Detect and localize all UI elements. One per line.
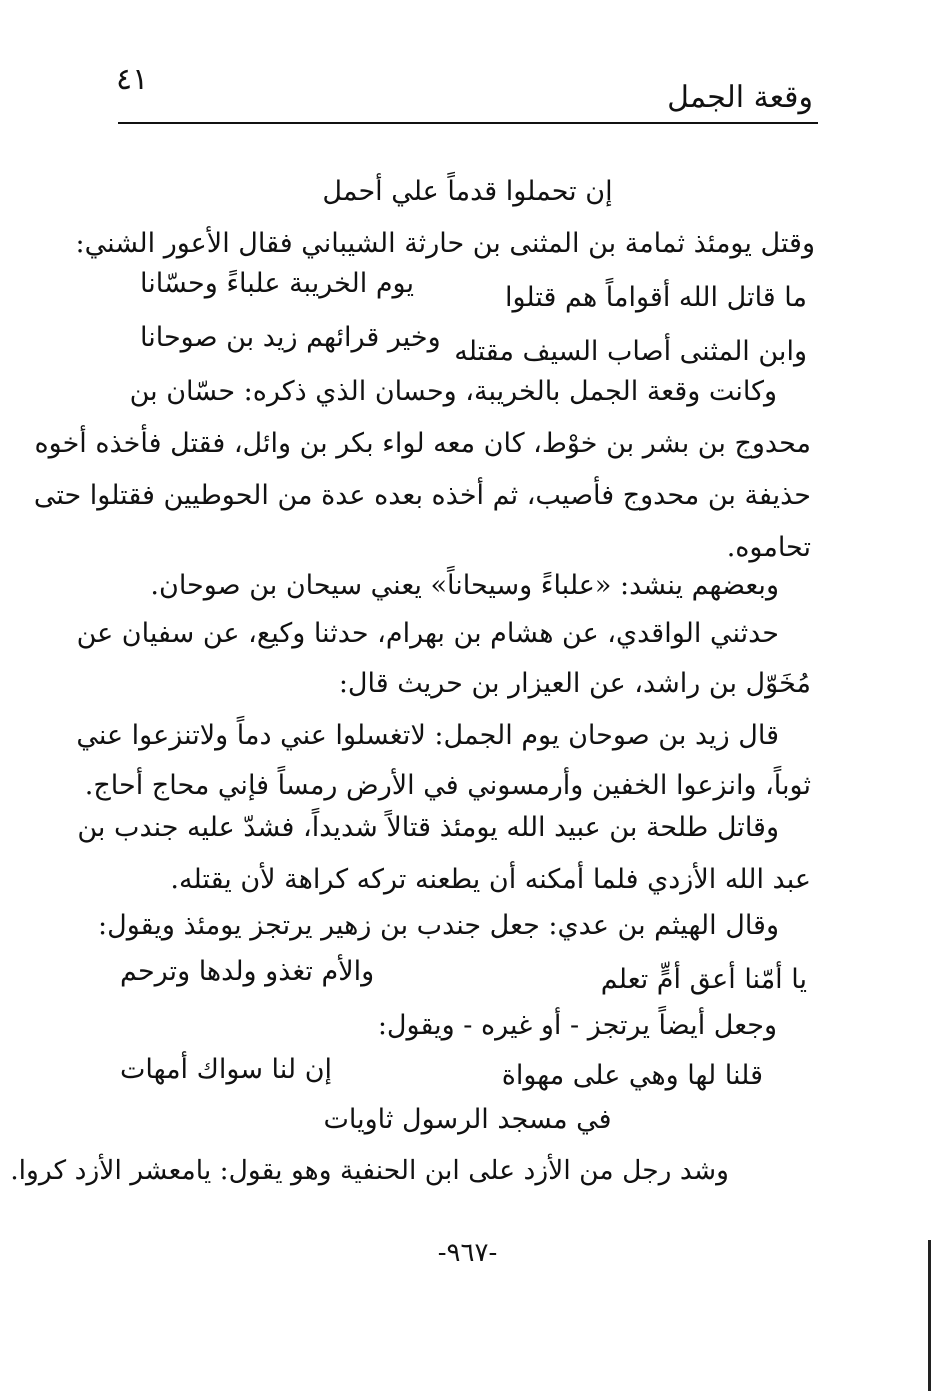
text-line: وشد رجل من الأزد على ابن الحنفية وهو يقول: يامعشر الأزد كروا. xyxy=(10,1155,729,1186)
poem-hemistich: يوم الخريبة علباءً وحسّانا xyxy=(140,268,415,299)
text-line: مُخَوّل بن راشد، عن العيزار بن حريث قال: xyxy=(338,668,811,699)
text-line: وبعضهم ينشد: «علباءً وسيحاناً» يعني سيحان بن صوحان. xyxy=(150,570,779,601)
text-line: وقتل يومئذ ثمامة بن المثنى بن حارثة الشيباني فقال الأعور الشني: xyxy=(75,228,815,259)
running-header-title: وقعة الجمل xyxy=(667,80,813,115)
text-line: وكانت وقعة الجمل بالخريبة، وحسان الذي ذكره: حسّان بن xyxy=(129,376,777,407)
text-line: محدوج بن بشر بن خوْط، كان معه لواء بكر بن وائل، فقتل فأخذه أخوه xyxy=(34,428,811,459)
poem-hemistich: وابن المثنى أصاب السيف مقتله xyxy=(454,336,807,367)
poem-hemistich: قلنا لها وهي على مهواة xyxy=(501,1060,763,1091)
footer-page-number: -٩٦٧- xyxy=(437,1238,498,1268)
poem-hemistich: وخير قرائهم زيد بن صوحانا xyxy=(140,322,441,353)
header-page-number: ٤١ xyxy=(116,62,149,97)
poem-line: في مسجد الرسول ثاويات xyxy=(323,1104,612,1135)
text-line: وجعل أيضاً يرتجز - أو غيره - ويقول: xyxy=(377,1010,777,1041)
text-line: تحاموه. xyxy=(726,532,811,563)
verse-line: إن تحملوا قدماً علي أحمل xyxy=(322,176,613,207)
scan-edge-mark xyxy=(928,1240,931,1391)
text-line: حذيفة بن محدوج فأصيب، ثم أخذه بعده عدة من الحوطيين فقتلوا حتى xyxy=(33,480,811,511)
text-line: عبد الله الأزدي فلما أمكنه أن يطعنه تركه كراهة لأن يقتله. xyxy=(170,864,811,895)
header-divider xyxy=(118,122,818,124)
poem-hemistich: والأم تغذو ولدها وترحم xyxy=(120,956,375,987)
text-line: وقال الهيثم بن عدي: جعل جندب بن زهير يرتجز يومئذ ويقول: xyxy=(98,910,779,941)
poem-hemistich: ما قاتل الله أقواماً هم قتلوا xyxy=(504,282,807,313)
text-line: قال زيد بن صوحان يوم الجمل: لاتغسلوا عني دماً ولاتنزعوا عني xyxy=(76,720,779,751)
text-line: وقاتل طلحة بن عبيد الله يومئذ قتالاً شديداً، فشدّ عليه جندب بن xyxy=(77,812,779,843)
text-line: حدثني الواقدي، عن هشام بن بهرام، حدثنا وكيع، عن سفيان عن xyxy=(76,618,779,649)
text-line: ثوباً، وانزعوا الخفين وأرمسوني في الأرض رمساً فإني محاج أحاج. xyxy=(84,770,811,801)
poem-hemistich: إن لنا سواك أمهات xyxy=(120,1054,333,1085)
poem-hemistich: يا أمّنا أعق أمٍّ تعلم xyxy=(600,964,807,995)
